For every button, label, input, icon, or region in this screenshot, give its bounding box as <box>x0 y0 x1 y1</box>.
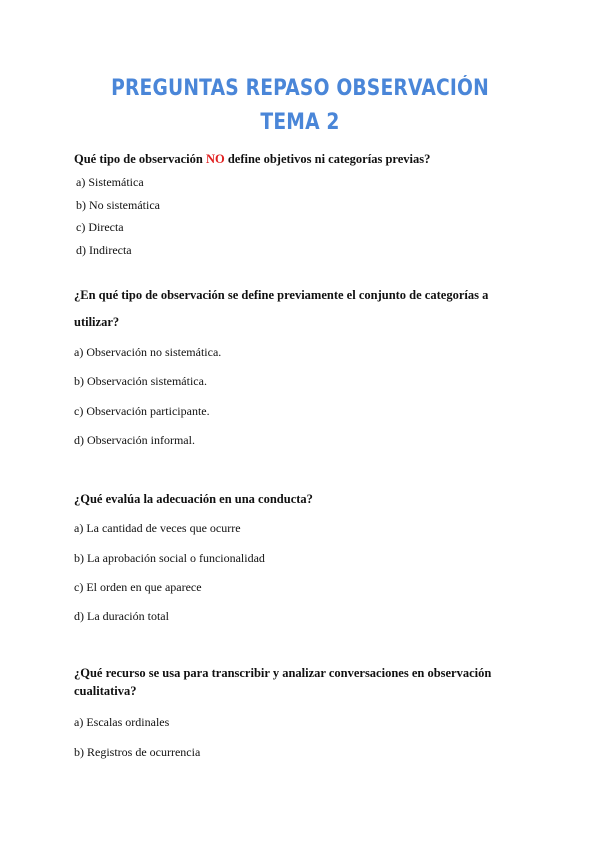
question-1-highlight: NO <box>205 152 225 166</box>
question-4-option-b: b) Registros de ocurrencia <box>74 745 201 759</box>
question-2-line-2: utilizar? <box>74 315 120 329</box>
question-2-option-a: a) Observación no sistemática. <box>74 345 222 359</box>
question-2-line-1: ¿En qué tipo de observación se define previamente el conjunto de categorías a <box>74 288 489 302</box>
question-3: ¿Qué evalúa la adecuación en una conducta? <box>74 492 313 506</box>
question-2 <box>74 282 488 336</box>
question-1-text-end: define objetivos ni categorías previas? <box>224 152 431 166</box>
question-2-option-d: d) Observación informal. <box>74 433 195 447</box>
question-1-option-b: b) No sistemática <box>76 198 160 212</box>
question-2-option-c: c) Observación participante. <box>74 404 210 418</box>
question-1-text-start: Qué tipo de observación <box>74 152 206 166</box>
question-2-option-b: b) Observación sistemática. <box>74 374 207 388</box>
document-subtitle: TEMA 2 <box>260 110 340 135</box>
question-3-option-c: c) El orden en que aparece <box>74 580 202 594</box>
question-4 <box>74 664 491 700</box>
question-1-option-c: c) Directa <box>76 220 124 234</box>
question-4-line-1: ¿Qué recurso se usa para transcribir y analizar conversaciones en observación <box>74 666 492 680</box>
question-1-option-a: a) Sistemática <box>76 175 144 189</box>
document-title: PREGUNTAS REPASO OBSERVACIÓN <box>111 76 489 101</box>
question-3-option-a: a) La cantidad de veces que ocurre <box>74 521 241 535</box>
question-1-option-d: d) Indirecta <box>76 243 132 257</box>
question-1 <box>74 146 430 173</box>
question-4-line-2: cualitativa? <box>74 684 137 698</box>
question-4-option-a: a) Escalas ordinales <box>74 715 170 729</box>
question-3-option-b: b) La aprobación social o funcionalidad <box>74 551 265 565</box>
question-3-option-d: d) La duración total <box>74 609 169 623</box>
